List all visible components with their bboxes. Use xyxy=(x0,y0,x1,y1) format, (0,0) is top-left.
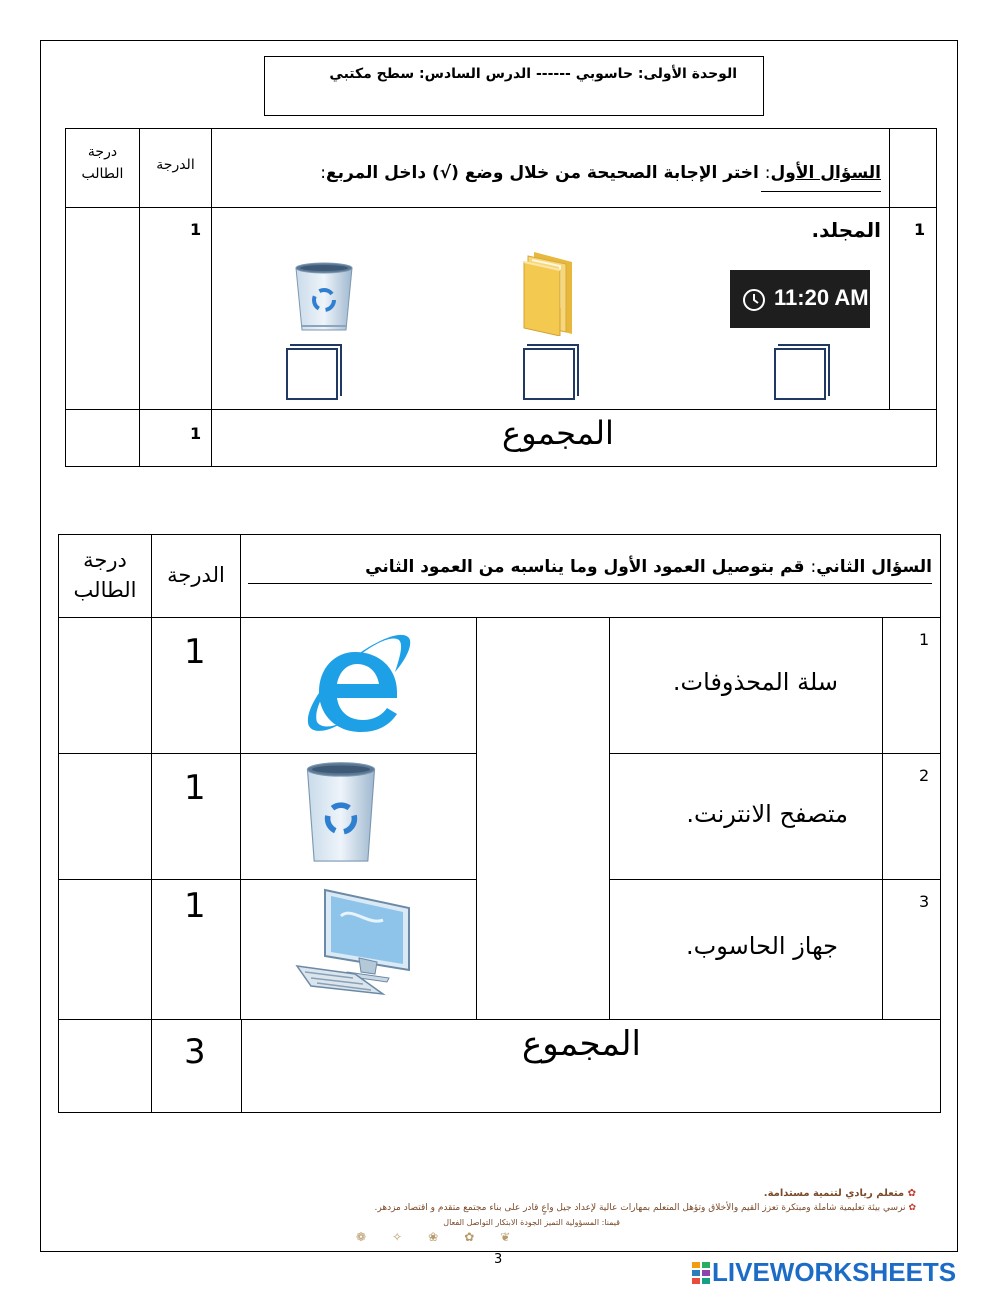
lesson-title: الوحدة الأولى: حاسوبي ------ الدرس السادس: سطح مكتبي xyxy=(329,66,737,82)
q2-grade-header-label: الدرجة xyxy=(167,563,225,587)
q2-row2-number-cell xyxy=(882,753,941,880)
footer-vision xyxy=(764,1188,916,1199)
q2-student-header-line2: الطالب xyxy=(73,578,137,602)
q2-row1-text-cell xyxy=(609,617,883,754)
q2-row1-text: سلة المحذوفات. xyxy=(672,668,838,696)
q2-question xyxy=(365,557,932,577)
q1-grade-cell xyxy=(139,207,212,410)
q2-row2-grade: 1 xyxy=(184,768,206,808)
q1-total-label-cell xyxy=(211,409,937,467)
footer-value-icons xyxy=(356,1230,536,1244)
q2-row1-number-cell xyxy=(882,617,941,754)
liveworksheets-logo-icon xyxy=(692,1262,710,1284)
q2-row3-student-cell[interactable] xyxy=(58,879,152,1020)
q2-row3-text: جهاز الحاسوب. xyxy=(686,932,838,960)
q1-grade-value: 1 xyxy=(190,220,202,239)
page-number: 3 xyxy=(494,1252,503,1267)
q2-row1-icon-cell xyxy=(240,617,477,754)
footer-line2: نرسي بيئة تعليمية شاملة ومبتكرة تعزز القيم والأخلاق وتؤهل المتعلم بمهارات عالية لإعداد جيل واعٍ قادر على بناء مجتمع متقدم و اقتصاد مزدهر. xyxy=(374,1203,906,1213)
q2-row1-student-cell[interactable] xyxy=(58,617,152,754)
q1-question: السؤال الأول: اختر الإجابة الصحيحة من خلال وضع (√) داخل المربع: xyxy=(320,163,881,183)
q2-row1-number: 1 xyxy=(919,630,930,649)
checkbox-folder[interactable] xyxy=(523,348,575,400)
q1-student-grade-cell[interactable] xyxy=(65,207,140,410)
q1-grade-header-label: الدرجة xyxy=(156,157,195,173)
q2-question-label: السؤال الثاني xyxy=(816,557,932,577)
q1-student-header-line1: درجة xyxy=(87,144,118,160)
q1-total-grade: 1 xyxy=(190,424,202,443)
q2-student-grade-header xyxy=(58,534,152,618)
q1-item-text: المجلد. xyxy=(811,218,881,242)
q2-row2-student-cell[interactable] xyxy=(58,753,152,880)
q2-row3-grade-cell xyxy=(151,879,241,1020)
recycle-bin-icon xyxy=(303,760,379,866)
q2-total-grade-cell xyxy=(151,1019,242,1113)
q1-question-label: السؤال الأول xyxy=(770,163,881,183)
value-icon-2: ✧ xyxy=(392,1230,429,1244)
q2-total-label: المجموع xyxy=(522,1024,641,1064)
recycle-bin-icon xyxy=(290,260,358,334)
folder-icon xyxy=(520,248,590,336)
q1-number-header xyxy=(889,128,937,208)
q2-row3-icon-cell xyxy=(240,879,477,1020)
footer-rose-icon-2: ✿ xyxy=(908,1203,916,1213)
footer-line1: متعلم ريادي لتنمية مستدامة. xyxy=(763,1188,905,1199)
q2-total-grade: 3 xyxy=(184,1032,206,1072)
q1-answer-cell xyxy=(211,207,890,410)
q2-total-label-cell xyxy=(241,1019,941,1113)
q1-total-grade-cell xyxy=(139,409,212,467)
internet-explorer-icon xyxy=(303,630,413,736)
value-icon-5: ❦ xyxy=(500,1230,537,1244)
q2-question-sep: : xyxy=(810,557,817,577)
q2-total-student-cell[interactable] xyxy=(58,1019,152,1113)
q2-row1-grade-cell xyxy=(151,617,241,754)
q2-row2-number: 2 xyxy=(919,766,930,785)
q2-row2-icon-cell xyxy=(240,753,477,880)
q1-number-cell xyxy=(889,207,937,410)
footer-mission xyxy=(375,1203,917,1213)
q2-row3-number-cell xyxy=(882,879,941,1020)
q2-row1-grade: 1 xyxy=(184,632,206,672)
q2-answer-column[interactable] xyxy=(476,617,610,1020)
clock-icon xyxy=(742,288,766,312)
q2-row3-grade: 1 xyxy=(184,886,206,926)
q1-label-underline xyxy=(761,191,881,192)
q1-grade-header xyxy=(139,128,212,208)
q1-question-header xyxy=(211,128,890,208)
q2-row2-grade-cell xyxy=(151,753,241,880)
q1-row-number: 1 xyxy=(914,220,926,239)
liveworksheets-logo[interactable] xyxy=(692,1257,956,1288)
q1-total-label: المجموع xyxy=(502,414,614,452)
q2-question-text: قم بتوصيل العمود الأول وما يناسبه من العمود الثاني xyxy=(365,557,811,577)
value-icon-4: ✿ xyxy=(464,1230,501,1244)
q2-question-header xyxy=(240,534,941,618)
q2-student-header-line1: درجة xyxy=(83,548,127,572)
lesson-title-box xyxy=(264,56,764,116)
q1-student-header-line2: الطالب xyxy=(81,166,124,182)
q1-question-sep: : xyxy=(764,163,771,183)
checkbox-recycle-bin[interactable] xyxy=(286,348,338,400)
footer-rose-icon: ✿ xyxy=(907,1188,916,1199)
q2-row2-text: متصفح الانترنت. xyxy=(686,800,848,828)
q1-question-text: اختر الإجابة الصحيحة من خلال وضع (√) داخل المربع xyxy=(326,163,765,183)
q2-grade-header xyxy=(151,534,241,618)
q2-row2-text-cell xyxy=(609,753,883,880)
footer-values xyxy=(443,1218,620,1227)
q2-row3-text-cell xyxy=(609,879,883,1020)
liveworksheets-logo-text: LIVEWORKSHEETS xyxy=(712,1257,957,1287)
q2-row3-number: 3 xyxy=(919,892,930,911)
q2-question-underline xyxy=(248,583,932,584)
q1-student-grade-header xyxy=(65,128,140,208)
taskbar-clock xyxy=(730,270,870,328)
value-icon-1: ❁ xyxy=(356,1230,393,1244)
computer-monitor-icon xyxy=(291,886,415,998)
clock-time: 11:20 AM xyxy=(774,285,869,310)
q1-total-student-cell[interactable] xyxy=(65,409,140,467)
checkbox-clock[interactable] xyxy=(774,348,826,400)
value-icon-3: ❀ xyxy=(428,1230,465,1244)
footer-line3: قيمنا: المسؤولية التميز الجودة الابتكار التواصل الفعال xyxy=(443,1218,620,1227)
